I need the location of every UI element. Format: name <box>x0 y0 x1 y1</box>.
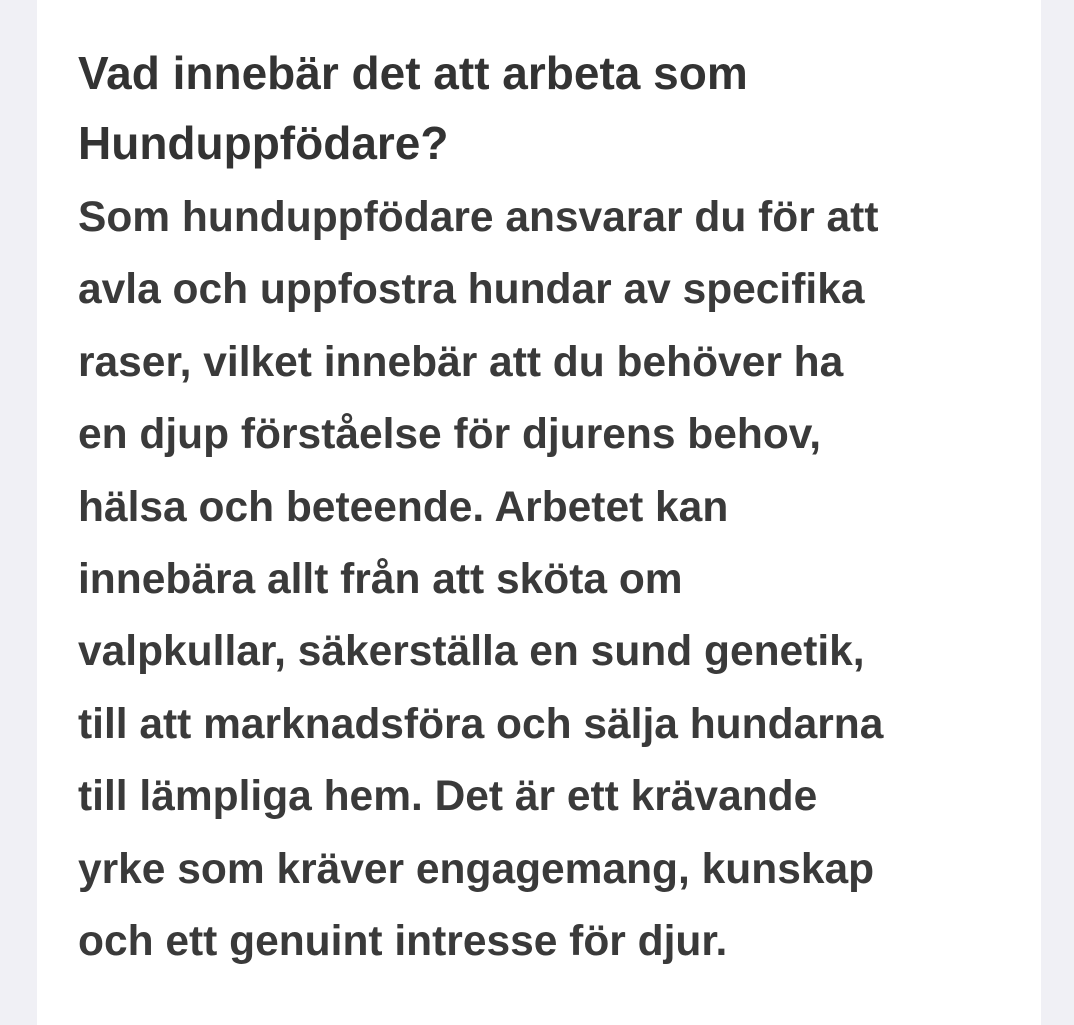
faq-answer <box>78 182 1021 978</box>
answer-line: till att marknadsföra och sälja hundarna <box>78 700 884 748</box>
answer-line: raser, vilket innebär att du behöver ha <box>78 338 844 386</box>
answer-line: till lämpliga hem. Det är ett krävande <box>78 773 818 821</box>
answer-line: valpkullar, säkerställa en sund genetik, <box>78 628 865 676</box>
answer-line: en djup förståelse för djurens behov, <box>78 411 822 459</box>
answer-line: yrke som kräver engagemang, kunskap <box>78 845 875 893</box>
faq-card <box>37 0 1041 1025</box>
answer-line: hälsa och beteende. Arbetet kan <box>78 483 729 531</box>
question-line: Vad innebär det att arbeta som <box>78 47 748 99</box>
question-line: Hunduppfödare? <box>78 117 449 169</box>
faq-question <box>78 38 1021 178</box>
answer-line: innebära allt från att sköta om <box>78 556 683 604</box>
answer-line: avla och uppfostra hundar av specifika <box>78 266 865 314</box>
answer-line: och ett genuint intresse för djur. <box>78 918 728 966</box>
answer-line: Som hunduppfödare ansvarar du för att <box>78 194 879 241</box>
